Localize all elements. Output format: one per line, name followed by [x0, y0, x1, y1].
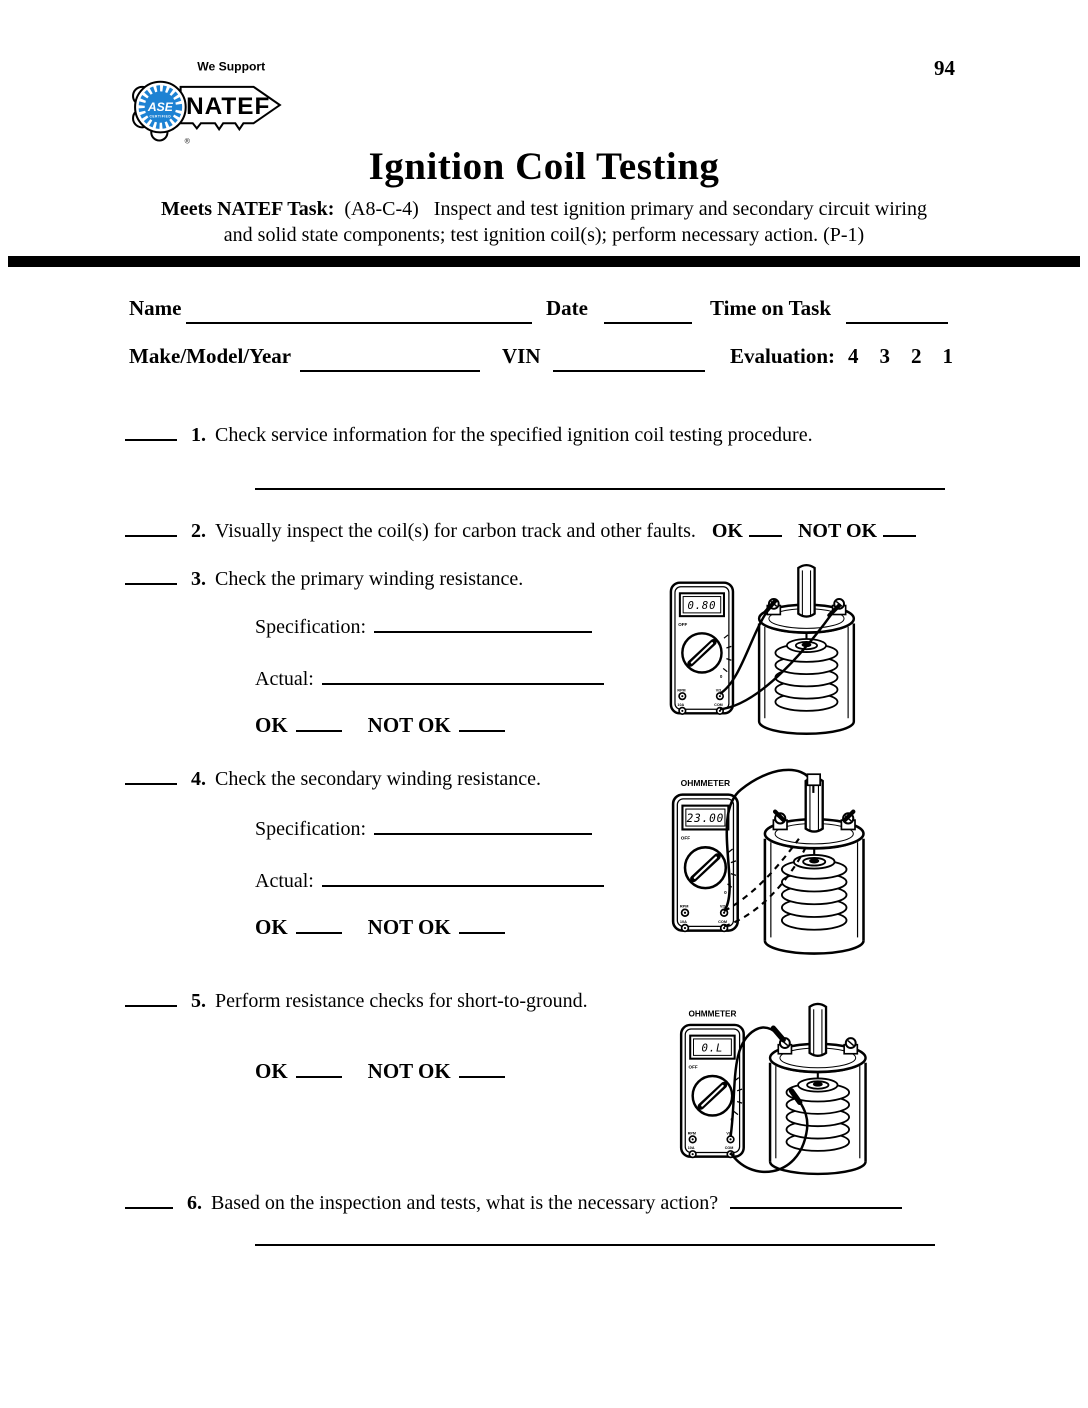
meter-off-label: OFF — [688, 1064, 698, 1070]
meter-zero-label: 0 — [719, 674, 723, 680]
ase-certified-text: CERTIFIED — [149, 114, 172, 119]
item-4-number: 4. — [191, 768, 206, 790]
evaluation-label: Evaluation: — [730, 344, 836, 368]
page-number: 94 — [934, 56, 955, 80]
meter-reading-1: 0.80 — [687, 599, 717, 613]
item-4-ok-row — [255, 910, 505, 940]
item-2-notok-label: NOT OK — [797, 520, 878, 542]
coil-windings-3 — [787, 1078, 850, 1150]
jack-com-label: COM — [724, 1146, 734, 1151]
evaluation-scale: 4 3 2 1 — [848, 344, 953, 368]
tower-clip-2 — [807, 774, 820, 785]
jack-vohm-label: VΩ — [726, 1131, 732, 1136]
item-4-actual-row — [255, 864, 604, 893]
coil-tower-1 — [798, 565, 814, 616]
item-6-answer-blank-1[interactable] — [730, 1186, 902, 1209]
item-1-answer-line[interactable] — [255, 464, 945, 490]
item-3-notok-blank[interactable] — [459, 708, 505, 732]
jack-10a-label: 10A — [679, 919, 687, 924]
jack-vohm-label: VΩ — [719, 904, 726, 909]
item-1-number: 1. — [191, 424, 206, 446]
natef-task-line1 — [0, 198, 1088, 221]
vin-label: VIN — [502, 344, 541, 368]
make-model-year-label: Make/Model/Year — [129, 344, 292, 368]
natef-ase-logo — [130, 54, 292, 148]
ohmmeter-label-2: OHMMETER — [680, 778, 731, 789]
vin-field-line[interactable] — [553, 344, 705, 372]
item-5-text: Perform resistance checks for short-to-ground. — [215, 990, 588, 1012]
meter-off-label: OFF — [678, 621, 688, 627]
item-3-ok-row — [255, 708, 505, 738]
meter-zero-label: 0 — [730, 1117, 734, 1123]
actual-label: Actual: — [255, 870, 314, 892]
multimeter-1 — [671, 583, 733, 714]
meter-reading-3: 0.L — [701, 1041, 724, 1055]
item-5-ok-row — [255, 1054, 505, 1084]
item-4-specification-row — [255, 812, 592, 841]
jack-10a-label: 10A — [677, 702, 685, 707]
task-label: Meets NATEF Task: — [161, 198, 335, 220]
short-to-ground-test-illustration — [676, 992, 874, 1183]
not-ok-label: NOT OK — [367, 1059, 451, 1084]
ignition-coil-cutaway-1 — [759, 565, 854, 734]
jack-rpm-label: RPM — [687, 1131, 696, 1136]
item-6-number: 6. — [187, 1192, 202, 1214]
item-4-ok-blank[interactable] — [296, 910, 342, 934]
item-6-answer-line-2[interactable] — [255, 1220, 935, 1246]
item-2-ok-blank[interactable] — [749, 514, 782, 537]
item-3-actual-row — [255, 662, 604, 691]
coil-windings-1 — [775, 639, 837, 711]
actual-label: Actual: — [255, 668, 314, 690]
item-3-text: Check the primary winding resistance. — [215, 568, 524, 590]
natef-task-line2: and solid state components; test ignition coil(s); perform necessary action. (P-1) — [223, 224, 865, 246]
item-5-notok-blank[interactable] — [459, 1054, 505, 1078]
not-ok-label: NOT OK — [367, 915, 451, 940]
item-5 — [125, 984, 1045, 1013]
item-4-specification-blank[interactable] — [374, 812, 592, 835]
item-4-notok-blank[interactable] — [459, 910, 505, 934]
specification-label: Specification: — [255, 616, 367, 638]
meter-zero-label: 0 — [724, 890, 727, 896]
item-3 — [125, 562, 1045, 591]
name-label: Name — [129, 296, 182, 320]
time-on-task-field-line[interactable] — [846, 296, 948, 324]
item-4-actual-blank[interactable] — [322, 864, 604, 887]
item-1-check-blank[interactable] — [125, 418, 177, 441]
date-label: Date — [546, 296, 588, 320]
jack-com-label: COM — [718, 919, 728, 924]
item-5-number: 5. — [191, 990, 206, 1012]
item-6-check-blank[interactable] — [125, 1186, 173, 1209]
logo-we-support-text: We Support — [197, 59, 266, 74]
item-4 — [125, 762, 1045, 791]
task-text: (A8-C-4) Inspect and test ignition primary and secondary circuit wiring — [334, 198, 927, 220]
secondary-winding-test-illustration — [668, 752, 872, 963]
item-2-number: 2. — [191, 520, 206, 542]
item-3-actual-blank[interactable] — [322, 662, 604, 685]
jack-10a-label: 10A — [687, 1146, 695, 1151]
meter-off-label: OFF — [680, 835, 691, 841]
ok-label: OK — [255, 713, 288, 738]
jack-rpm-label: RPM — [677, 688, 686, 693]
jack-vohm-label: VΩ — [715, 688, 722, 693]
item-3-specification-blank[interactable] — [374, 610, 592, 633]
make-model-year-field-line[interactable] — [300, 344, 480, 372]
not-ok-label: NOT OK — [367, 713, 451, 738]
natef-text: NATEF — [186, 93, 271, 121]
item-3-check-blank[interactable] — [125, 562, 177, 585]
time-on-task-label: Time on Task — [710, 296, 832, 320]
coil-windings-2 — [782, 855, 847, 930]
page-title: Ignition Coil Testing — [368, 145, 720, 188]
item-3-ok-blank[interactable] — [296, 708, 342, 732]
date-field-line[interactable] — [604, 296, 692, 324]
ok-label: OK — [255, 1059, 288, 1084]
item-2-text: Visually inspect the coil(s) for carbon track and other faults. — [215, 520, 696, 542]
meter-reading-2: 23.00 — [686, 812, 725, 826]
primary-winding-test-illustration — [666, 558, 862, 738]
jack-com-label: COM — [714, 702, 723, 707]
ok-label: OK — [255, 915, 288, 940]
item-3-number: 3. — [191, 568, 206, 590]
item-5-ok-blank[interactable] — [296, 1054, 342, 1078]
ase-text: ASE — [147, 100, 173, 115]
ignition-coil-cutaway-3 — [770, 1004, 866, 1174]
item-1-text: Check service information for the specified ignition coil testing procedure. — [215, 424, 813, 446]
item-2-ok-label: OK — [711, 520, 743, 542]
item-1 — [125, 418, 1045, 447]
coil-tower-3 — [810, 1004, 826, 1056]
ohmmeter-label-3: OHMMETER — [688, 1009, 737, 1019]
item-6 — [125, 1186, 1045, 1215]
ignition-coil-cutaway-2 — [765, 778, 864, 954]
item-5-check-blank[interactable] — [125, 984, 177, 1007]
item-2 — [125, 514, 1045, 543]
item-3-specification-row — [255, 610, 592, 639]
item-6-text: Based on the inspection and tests, what is the necessary action? — [211, 1192, 719, 1214]
item-2-check-blank[interactable] — [125, 514, 177, 537]
item-4-check-blank[interactable] — [125, 762, 177, 785]
jack-rpm-label: RPM — [679, 904, 689, 909]
item-4-text: Check the secondary winding resistance. — [215, 768, 542, 790]
divider-bar — [8, 256, 1080, 267]
specification-label: Specification: — [255, 818, 367, 840]
name-field-line[interactable] — [186, 296, 532, 324]
item-2-notok-blank[interactable] — [883, 514, 916, 537]
registered-mark: ® — [184, 137, 190, 146]
